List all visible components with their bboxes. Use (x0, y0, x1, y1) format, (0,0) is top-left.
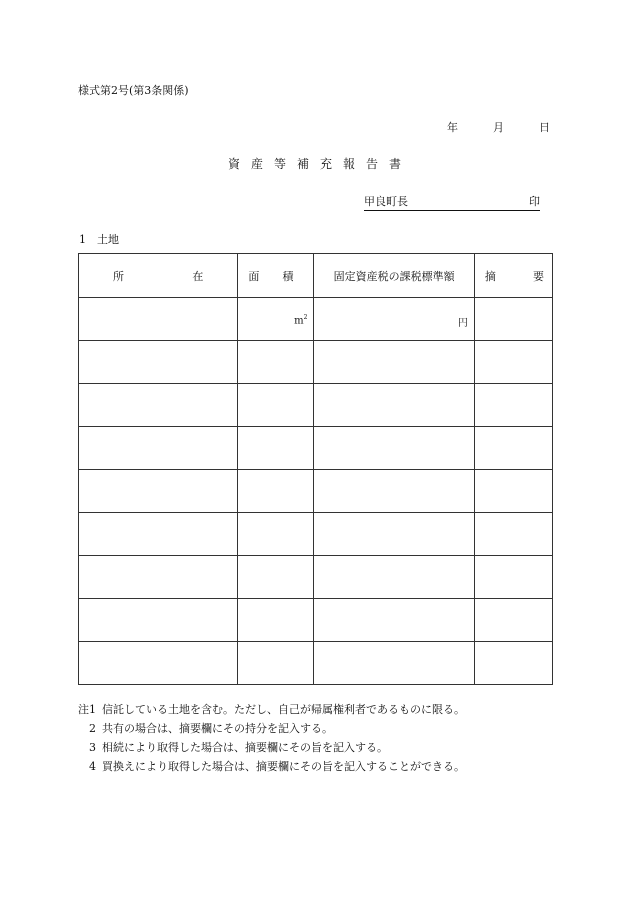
area-cell[interactable] (238, 341, 314, 384)
remarks-cell[interactable] (474, 341, 552, 384)
section-title: 1 土地 (79, 233, 119, 246)
table-row (79, 341, 553, 384)
remarks-cell[interactable] (474, 513, 552, 556)
tax-value-cell[interactable] (314, 341, 474, 384)
note-4: 4 買換えにより取得した場合は、摘要欄にその旨を記入することができる。 (89, 760, 465, 773)
location-cell[interactable] (79, 470, 238, 513)
header-area: 面 積 (238, 254, 314, 298)
tax-value-cell[interactable] (314, 427, 474, 470)
tax-value-cell[interactable] (314, 642, 474, 685)
notes (78, 700, 465, 776)
form-number: 様式第2号(第3条関係) (78, 84, 189, 97)
area-cell[interactable] (238, 599, 314, 642)
location-cell[interactable] (79, 341, 238, 384)
remarks-cell[interactable] (474, 599, 552, 642)
table-row (79, 427, 553, 470)
header-location: 所 在 (79, 254, 238, 298)
location-cell[interactable] (79, 642, 238, 685)
table-row (79, 298, 553, 341)
date-day: 日 (539, 121, 550, 134)
table-row (79, 556, 553, 599)
remarks-cell[interactable] (474, 556, 552, 599)
location-cell[interactable] (79, 298, 238, 341)
area-cell[interactable] (238, 427, 314, 470)
date-line (447, 119, 550, 135)
tax-value-cell[interactable] (314, 599, 474, 642)
tax-value-cell[interactable] (314, 556, 474, 599)
table-row (79, 599, 553, 642)
note-1: 注1 信託している土地を含む。ただし、自己が帰属権利者であるものに限る。 (78, 703, 465, 716)
date-month: 月 (493, 121, 504, 134)
addressee-label: 甲良町長 (364, 195, 408, 208)
yen-unit: 円 (457, 318, 468, 329)
location-cell[interactable] (79, 556, 238, 599)
tax-value-cell[interactable] (314, 470, 474, 513)
header-tax-value: 固定資産税の課税標準額 (314, 254, 474, 298)
remarks-cell[interactable] (474, 642, 552, 685)
remarks-cell[interactable] (474, 384, 552, 427)
addressee (364, 193, 540, 211)
note-2: 2 共有の場合は、摘要欄にその持分を記入する。 (89, 722, 333, 735)
table-row (79, 642, 553, 685)
location-cell[interactable] (79, 384, 238, 427)
remarks-cell[interactable] (474, 427, 552, 470)
document-title: 資産等補充報告書 (228, 157, 413, 171)
area-cell[interactable] (238, 298, 314, 341)
tax-value-cell[interactable] (314, 298, 474, 341)
area-cell[interactable] (238, 384, 314, 427)
area-cell[interactable] (238, 642, 314, 685)
table-row (79, 384, 553, 427)
date-year: 年 (447, 121, 458, 134)
tax-value-cell[interactable] (314, 513, 474, 556)
table-row (79, 470, 553, 513)
area-cell[interactable] (238, 556, 314, 599)
location-cell[interactable] (79, 513, 238, 556)
seal-mark: 印 (529, 195, 540, 208)
area-cell[interactable] (238, 470, 314, 513)
note-3: 3 相続により取得した場合は、摘要欄にその旨を記入する。 (89, 741, 388, 754)
header-remarks: 摘 要 (474, 254, 552, 298)
tax-value-cell[interactable] (314, 384, 474, 427)
remarks-cell[interactable] (474, 298, 552, 341)
location-cell[interactable] (79, 599, 238, 642)
area-unit: $m^2$ (294, 314, 308, 327)
area-cell[interactable] (238, 513, 314, 556)
table-row (79, 513, 553, 556)
land-table (78, 253, 553, 685)
location-cell[interactable] (79, 427, 238, 470)
remarks-cell[interactable] (474, 470, 552, 513)
table-header-row (79, 254, 553, 298)
